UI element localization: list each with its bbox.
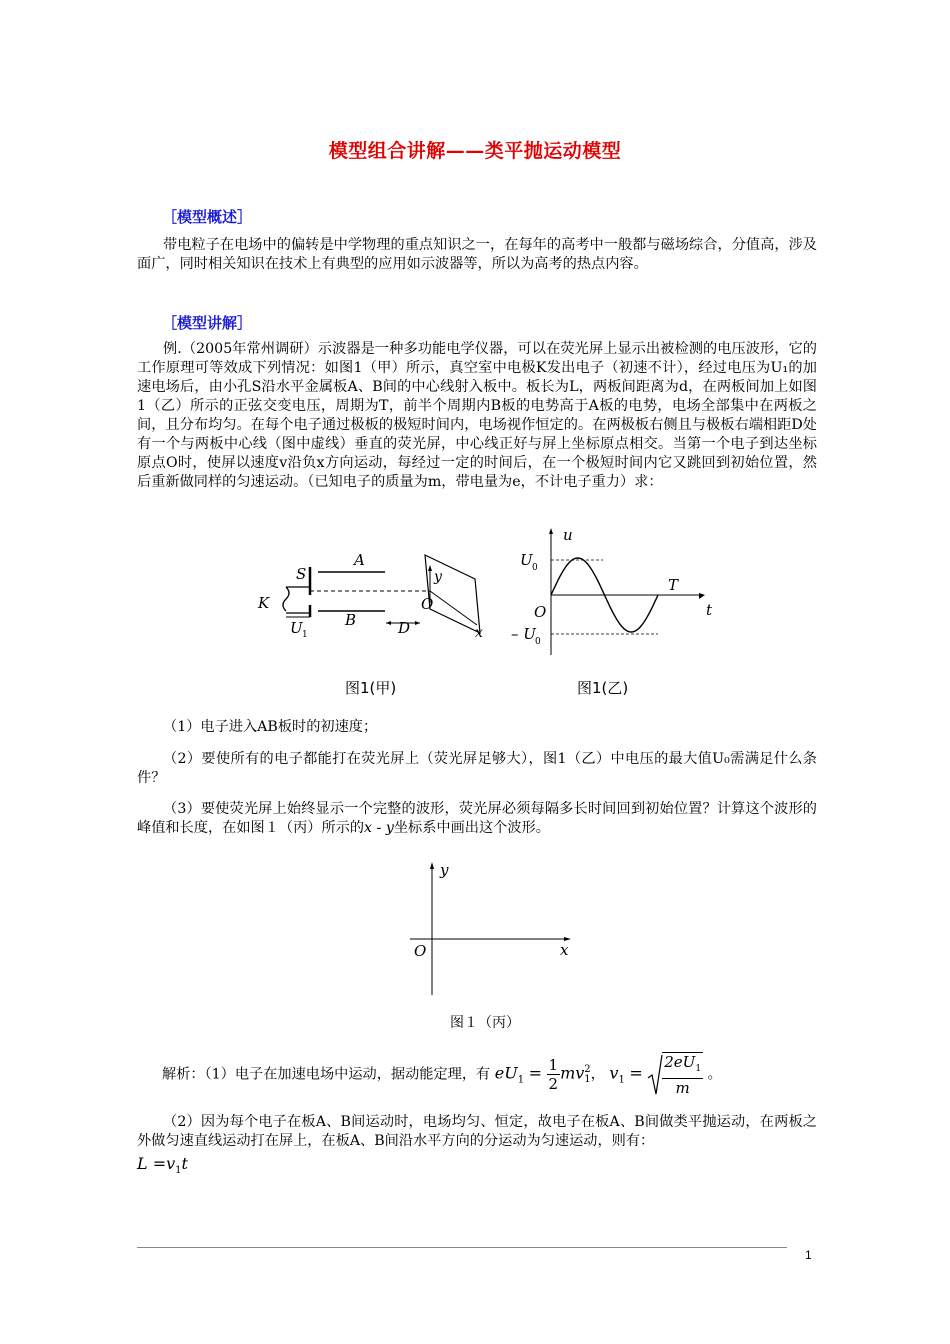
label-b: B xyxy=(345,611,357,629)
section-heading-explanation: ［模型讲解］ xyxy=(162,314,253,332)
eq2-left-sub: 1 xyxy=(618,1074,625,1086)
label-y: y xyxy=(434,569,442,585)
figure-1-jia-caption: 图1(甲) xyxy=(345,679,397,697)
figure-1-yi-chart xyxy=(508,520,728,660)
eq1-right-sub: 1 xyxy=(584,1073,591,1085)
cathode-k-shape xyxy=(283,587,289,611)
eq3-sub: 1 xyxy=(175,1165,182,1177)
overview-paragraph: 带电粒子在电场中的偏转是中学物理的重点知识之一，在每年的高考中一般都与磁场综合，分值高，涉及面广，同时相关知识在技术上有典型的应用如示波器等，所以为高考的热点内容。 xyxy=(137,237,817,272)
eq3-main: L =v xyxy=(137,1154,176,1173)
question-3 xyxy=(137,800,817,838)
eq2-sqrt xyxy=(647,1052,703,1097)
eq1-frac-num: 1 xyxy=(548,1056,559,1074)
solution-2: （2）因为每个电子在板A、B间运动时，电场均匀、恒定，故电子在板A、B间做类平抛运动，在两板之外做匀速直线运动打在屏上，在板A、B间沿水平方向的分运动为匀速运动，则有： xyxy=(137,1114,817,1149)
eq1-frac-den: 2 xyxy=(548,1075,559,1093)
question-2: （2）要使所有的电子都能打在荧光屏上（荧光屏足够大），图1（乙）中电压的最大值U₀需满足什么条件？ xyxy=(137,751,817,786)
example-paragraph: 例.（2005年常州调研）示波器是一种多功能电学仪器，可以在荧光屏上显示出被检测的电压波形，它的工作原理可等效成下列情况：如图1（甲）所示，真空室中电极K发出电子（初速不计），经过电压为U₁的加速电场后，由小孔S沿水平金属板A、B间的中心线射入板中。板长为L，两板间距离为d，在两板间加上如图1（乙）所示的正弦交变电压，周期为T，前半个周期内B板的电势高于A板的电势，电场全部集中在两板之间，且分布均匀。在每个电子通过极板的极短时间内，电场视作恒定的。在两极板右侧且与极板右端相距D处有一个与两板中心线（图中虚线）垂直的荧光屏，中心线正好与屏上坐标原点相交。当第一个电子到达坐标原点O时，使屏以速度v沿负x方向运动，每经过一定的时间后，在一个极短时间内它又跳回到初始位置，然后重新做同样的匀速运动。（已知电子的质量为m，带电量为e，不计电子重力）求： xyxy=(137,341,817,490)
page-title: 模型组合讲解——类平抛运动模型 xyxy=(328,140,622,162)
eq2-num-text: 2eU xyxy=(664,1053,696,1071)
label-d: D xyxy=(398,619,411,637)
yi-label-u0: U xyxy=(520,551,533,569)
yi-label-t: t xyxy=(706,601,713,619)
eq1-right-sup: 2 xyxy=(584,1063,591,1075)
eq1-equals: = xyxy=(528,1063,543,1083)
eq2-left: v xyxy=(609,1063,619,1083)
eq1-separator: ， xyxy=(590,1066,605,1083)
yi-label-o: O xyxy=(534,603,547,621)
question-1: （1）电子进入AB板时的初速度； xyxy=(163,719,378,735)
label-o: O xyxy=(421,595,434,613)
label-s: S xyxy=(296,565,307,583)
yi-label-neg-u0-sub: 0 xyxy=(535,637,541,647)
label-x: x xyxy=(475,625,483,641)
solution-1 xyxy=(162,1052,822,1100)
eq2-fraction xyxy=(662,1052,703,1097)
eq1-right: mv xyxy=(560,1063,585,1083)
figure-1-jia-diagram xyxy=(250,545,500,645)
question-3-text-a: （3）要使荧光屏上始终显示一个完整的波形，荧光屏必须每隔多长时间回到初始位置？计算这个波形的峰值和长度，在如图１（丙）所示的 xyxy=(137,801,817,836)
label-u1-sub: 1 xyxy=(302,630,308,640)
yi-label-u0-sub: 0 xyxy=(532,563,538,573)
page-number: 1 xyxy=(805,1248,812,1262)
question-3-text-b: 坐标系中画出这个波形。 xyxy=(393,820,550,836)
figure-1-bing-axes xyxy=(400,855,590,1000)
bing-label-o: O xyxy=(414,942,427,960)
yi-label-t-period: T xyxy=(668,576,679,594)
label-u1: U xyxy=(290,619,303,637)
label-a: A xyxy=(354,551,365,569)
question-3-math: x - y xyxy=(364,820,394,836)
eq3-end: t xyxy=(181,1154,188,1173)
eq2-frac-num xyxy=(662,1053,703,1079)
yi-label-u: u xyxy=(563,526,573,544)
eq2-equals: = xyxy=(629,1063,643,1083)
solution-1-prefix: 解析：（1）电子在加速电场中运动，据动能定理，有 xyxy=(162,1066,491,1083)
equation-3 xyxy=(137,1154,817,1180)
eq1-left-sub: 1 xyxy=(517,1074,525,1086)
bing-label-x: x xyxy=(560,941,569,959)
figure-1-bing-caption: 图１（丙） xyxy=(450,1015,520,1031)
eq1-left: eU xyxy=(494,1063,518,1083)
solution-1-end: 。 xyxy=(707,1066,722,1083)
eq1-fraction xyxy=(547,1056,561,1093)
figure-1-yi-caption: 图1(乙) xyxy=(577,679,629,697)
eq2-frac-den: m xyxy=(675,1079,690,1097)
section-heading-overview: ［模型概述］ xyxy=(162,208,253,226)
sqrt-radical-icon xyxy=(647,1054,663,1096)
label-k: K xyxy=(258,594,270,612)
eq2-num-sub: 1 xyxy=(695,1064,702,1074)
yi-label-neg-u0: – U xyxy=(511,625,536,643)
bing-label-y: y xyxy=(440,861,449,879)
footer-divider xyxy=(137,1247,787,1248)
